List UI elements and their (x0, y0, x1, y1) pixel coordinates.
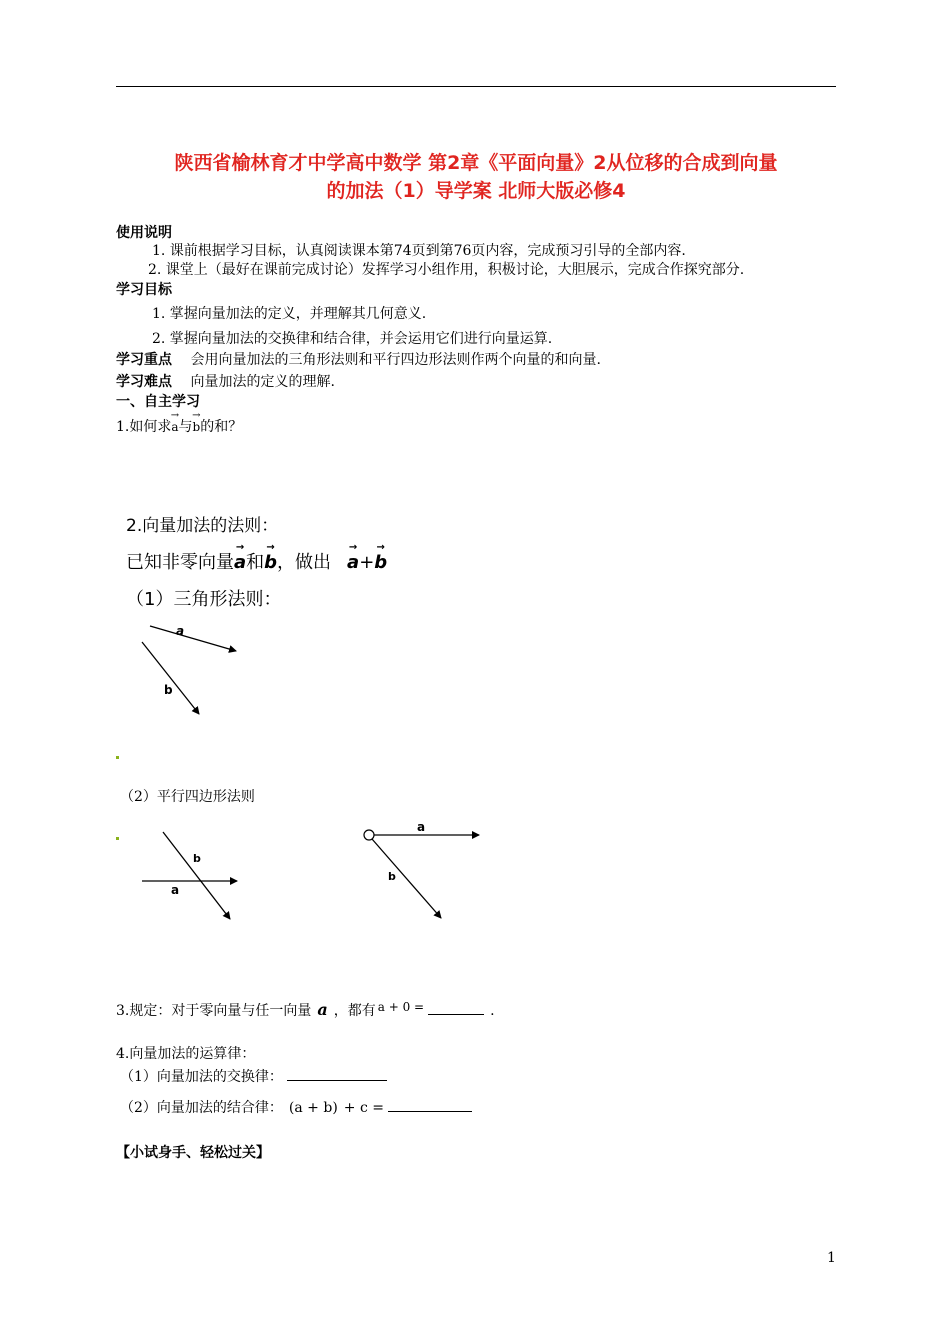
rules-given-prefix: 已知非零向量 (126, 552, 234, 573)
q1-mid: 与 (178, 419, 193, 435)
difficulty-text: 向量加法的定义的理解. (190, 374, 335, 390)
goals-item-1: 1. 掌握向量加法的定义，并理解其几何意义. (152, 306, 427, 322)
q4-associative (120, 1097, 472, 1117)
rules-make: ，做出 (277, 552, 332, 573)
goals-heading: 学习目标 (116, 282, 172, 298)
triangle-figure (142, 624, 236, 714)
q3-vector-a: a (317, 1000, 328, 1019)
rules-sum-plus: + (359, 552, 375, 573)
usage-item-2: 2. 课堂上（最好在课前完成讨论）发挥学习小组作用，积极讨论，大胆展示，完成合作探究部分. (148, 262, 745, 278)
usage-heading: 使用说明 (116, 225, 172, 241)
rules-and: 和 (246, 552, 265, 573)
parallelogram-rule-label: （2）平行四边形法则 (120, 789, 255, 805)
associative-expression-open: (a + b) (288, 1100, 338, 1116)
rules-vector-b: → b (264, 552, 277, 573)
q1-vector-b: → b (193, 420, 201, 434)
fig3-label-a: a (417, 820, 426, 834)
rules-sum-vector-b: → b (374, 552, 387, 573)
fig1-label-b: b (164, 683, 173, 697)
triangle-rule-label: （1）三角形法则： (126, 589, 282, 610)
fig1-vector-a (150, 626, 236, 651)
fig1-label-a: a (176, 624, 185, 638)
q3-end: . (490, 1003, 495, 1019)
rules-vector-a: → a (234, 552, 246, 573)
fig3-label-b: b (388, 870, 396, 883)
rules-sum-vector-a: → a (347, 552, 359, 573)
goals-item-2: 2. 掌握向量加法的交换律和结合律，并会运用它们进行向量运算. (152, 331, 553, 347)
q1-suffix: 的和？ (200, 419, 243, 435)
associative-expression-rest: + c = (343, 1100, 384, 1116)
page-title-line-2: 的加法（1）导学案 北师大版必修4 (326, 180, 626, 202)
parallelogram-figure-1 (142, 832, 237, 919)
q4-commutative (120, 1066, 387, 1086)
page-title-line-1: 陕西省榆林育才中学高中数学 第2章《平面向量》2从位移的合成到向量 (174, 152, 778, 174)
commutative-answer-blank[interactable] (287, 1080, 387, 1081)
q4-commutative-label: （1）向量加法的交换律： (120, 1069, 283, 1085)
key-point-label: 学习重点 (116, 352, 172, 368)
q1-prefix: 1.如何求 (116, 419, 172, 435)
key-point-text: 会用向量加法的三角形法则和平行四边形法则作两个向量的和向量. (190, 352, 601, 368)
fig2-label-b: b (193, 852, 201, 865)
parallelogram-figure-2 (364, 820, 479, 918)
fig1-vector-b (142, 642, 199, 714)
q3-prefix: 3.规定：对于零向量与任一向量 (116, 1003, 312, 1019)
q3-mid: ，都有 (333, 1003, 376, 1019)
q3-expression: a + 0 = (377, 1000, 425, 1014)
fig3-origin-point (364, 830, 374, 840)
difficulty-label: 学习难点 (116, 374, 172, 390)
usage-item-1: 1. 课前根据学习目标，认真阅读课本第74页到第76页内容，完成预习引导的全部内容. (152, 243, 686, 259)
fig2-label-a: a (171, 883, 180, 897)
page-number: 1 (827, 1250, 836, 1266)
stray-mark (116, 837, 119, 840)
section1-heading: 一、自主学习 (116, 394, 200, 410)
associative-answer-blank[interactable] (388, 1111, 472, 1112)
q1-vector-a: → a (171, 420, 178, 434)
q4-heading: 4.向量加法的运算律： (116, 1046, 256, 1062)
rules-heading: 2.向量加法的法则： (126, 516, 279, 536)
practice-heading: 【小试身手、轻松过关】 (116, 1145, 270, 1161)
question-3 (116, 1000, 495, 1020)
fig3-vector-b (372, 839, 441, 918)
fig2-vector-b (163, 832, 230, 919)
q3-answer-blank[interactable] (428, 1014, 484, 1015)
q4-associative-label: （2）向量加法的结合律： (120, 1100, 283, 1116)
stray-mark (116, 756, 119, 759)
